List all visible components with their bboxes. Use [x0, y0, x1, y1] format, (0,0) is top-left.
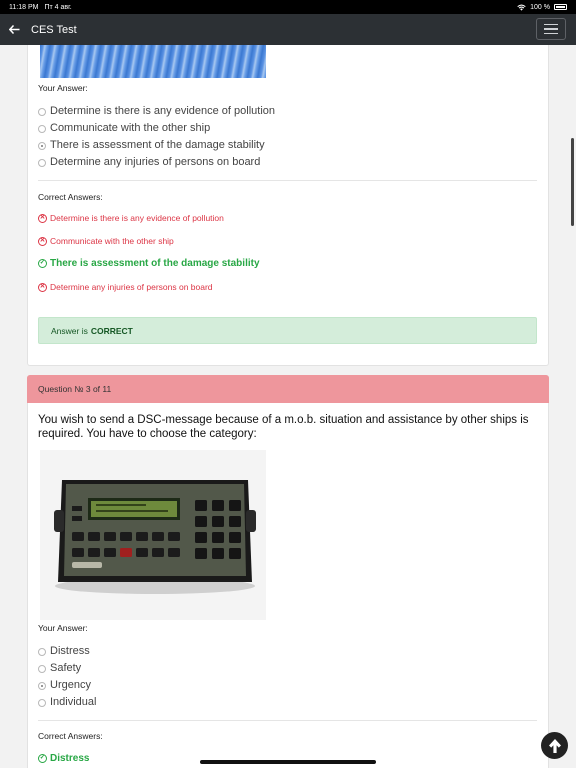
x-circle-icon: ✕ — [39, 213, 46, 221]
x-circle-icon: ✕ — [39, 236, 46, 244]
hamburger-menu-button[interactable] — [536, 18, 566, 40]
check-circle-icon: ✓ — [39, 754, 46, 762]
option-label: Urgency — [50, 679, 91, 691]
question-header: Question № 3 of 11 — [27, 375, 549, 403]
battery-icon — [554, 4, 567, 10]
result-status: CORRECT — [90, 325, 133, 336]
correct-answer-item — [38, 213, 224, 223]
correct-answer-item — [38, 236, 174, 246]
status-date: Пт 4 авг. — [44, 3, 72, 11]
home-indicator — [200, 760, 376, 764]
question-text: You wish to send a DSC-message because of a m.o.b. situation and assistance by other ships is required. You have to choose the category: — [38, 414, 529, 440]
answer-option[interactable] — [38, 645, 90, 657]
divider — [38, 720, 537, 721]
arrow-up-icon — [548, 738, 562, 754]
radio-button[interactable] — [38, 125, 46, 133]
answer-text: Communicate with the other ship — [50, 236, 174, 246]
correct-answers-label: Correct Answers: — [38, 192, 103, 202]
battery-percent: 100 % — [530, 3, 550, 11]
question-image — [40, 450, 266, 620]
scrollbar[interactable] — [571, 138, 574, 226]
status-time: 11:18 PM — [9, 3, 39, 11]
back-arrow-icon[interactable] — [7, 23, 21, 37]
status-bar — [0, 0, 576, 14]
radio-button-selected[interactable] — [38, 142, 46, 150]
correct-answer-item — [38, 282, 213, 292]
answer-option[interactable] — [38, 696, 96, 708]
answer-text: Determine any injuries of persons on board — [50, 282, 213, 292]
correct-answers-label: Correct Answers: — [38, 731, 103, 741]
x-circle-icon: ✕ — [39, 282, 46, 290]
top-navbar — [0, 14, 576, 45]
radio-button[interactable] — [38, 648, 46, 656]
radio-button[interactable] — [38, 665, 46, 673]
page-title: CES Test — [31, 23, 77, 36]
radio-button[interactable] — [38, 108, 46, 116]
your-answer-label: Your Answer: — [38, 623, 88, 633]
option-label: Safety — [50, 662, 82, 674]
answer-option[interactable] — [38, 105, 275, 117]
question-image — [40, 45, 266, 78]
answer-option[interactable] — [38, 679, 91, 691]
answer-text: Determine is there is any evidence of pollution — [50, 213, 224, 223]
radio-button-selected[interactable] — [38, 682, 46, 690]
result-alert — [38, 317, 537, 344]
check-circle-icon: ✓ — [39, 259, 46, 267]
option-label: Individual — [50, 696, 97, 708]
result-prefix: Answer is — [51, 325, 88, 336]
your-answer-label: Your Answer: — [38, 83, 88, 93]
option-label: Distress — [50, 645, 90, 657]
answer-text: There is assessment of the damage stability — [50, 258, 260, 269]
radio-button[interactable] — [38, 159, 46, 167]
answer-option[interactable] — [38, 122, 210, 134]
radio-button[interactable] — [38, 699, 46, 707]
option-label: Determine is there is any evidence of pollution — [50, 105, 276, 117]
divider — [38, 180, 537, 181]
option-label: Communicate with the other ship — [50, 122, 211, 134]
correct-answer-item — [38, 753, 89, 764]
correct-answer-item — [38, 258, 260, 269]
option-label: There is assessment of the damage stability — [50, 139, 265, 151]
scroll-to-top-button[interactable] — [541, 732, 568, 759]
answer-option[interactable] — [38, 156, 260, 168]
wifi-icon — [517, 4, 526, 11]
option-label: Determine any injuries of persons on board — [50, 156, 261, 168]
answer-text: Distress — [50, 753, 90, 764]
answer-option[interactable] — [38, 139, 265, 151]
answer-option[interactable] — [38, 662, 81, 674]
